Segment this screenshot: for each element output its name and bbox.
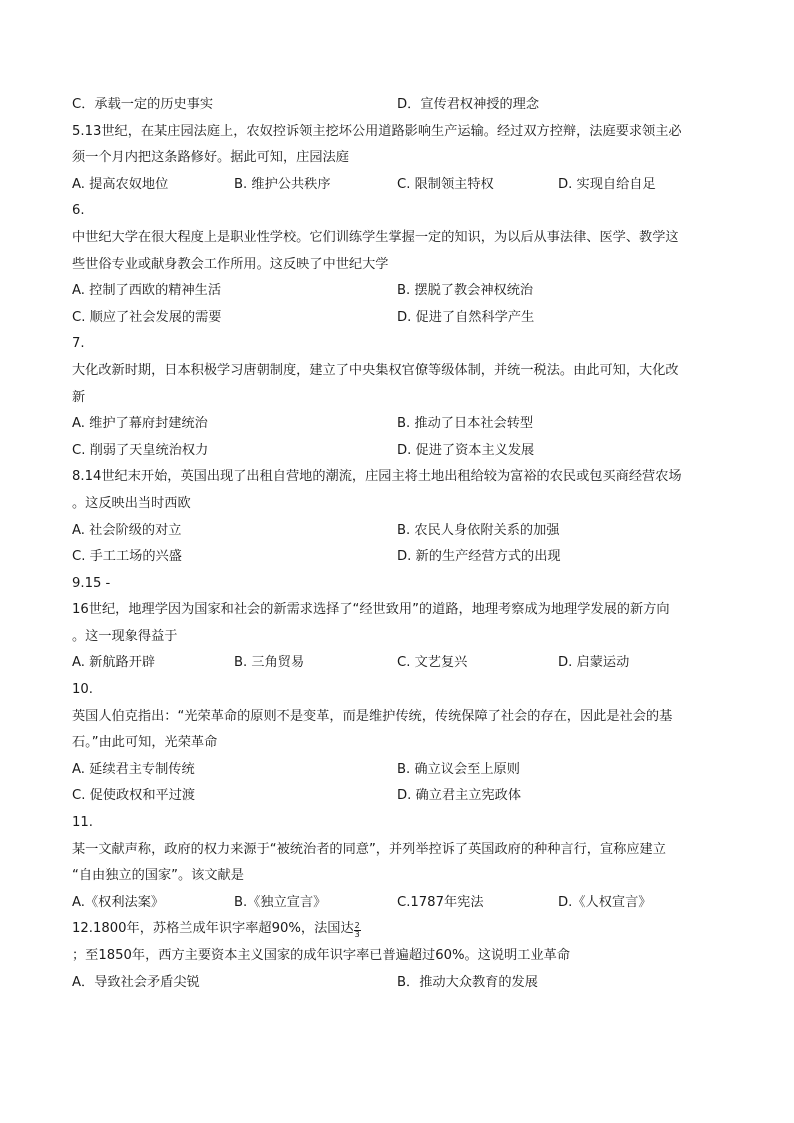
option-d: D.《人权宣言》 [558, 894, 652, 910]
option-c: C. 文艺复兴 [397, 655, 468, 671]
question-11-number: 11. [72, 815, 93, 831]
question-12-stem-text: 12.1800年，苏格兰成年识字率超90%，法国达 [72, 921, 354, 937]
option-c: C. 削弱了天皇统治权力 [72, 442, 209, 458]
question-11-options [72, 890, 722, 917]
option-c: C. 顺应了社会发展的需要 [72, 309, 222, 325]
question-8-stem: 8.14世纪末开始，英国出现了出租自营地的潮流，庄园主将土地出租给较为富裕的农民或包买商经营农场 [72, 469, 682, 485]
question-11-stem-cont: “自由独立的国家”。该文献是 [72, 868, 244, 884]
question-10-options-ab [72, 757, 722, 784]
question-10-stem: 英国人伯克指出：“光荣革命的原则不是变革，而是维护传统，传统保障了社会的存在，因此是社会的基 [72, 708, 673, 724]
fraction-denominator: 3 [354, 930, 360, 940]
question-9-number: 9.15 - [72, 575, 111, 591]
option-c: C.1787年宪法 [397, 894, 484, 910]
option-b: B. 确立议会至上原则 [397, 761, 520, 777]
option-b: B. 摆脱了教会神权统治 [397, 283, 534, 299]
fraction [354, 922, 361, 939]
option-d: D. 新的生产经营方式的出现 [397, 549, 561, 565]
option-d: D. 促进了自然科学产生 [397, 309, 535, 325]
fraction-numerator: 2 [354, 921, 360, 931]
question-8-options-cd [72, 544, 722, 571]
option-c: C. 手工工场的兴盛 [72, 549, 182, 565]
question-10-options-cd [72, 783, 722, 810]
option-b: B．推动大众教育的发展 [397, 974, 538, 990]
question-6-number: 6. [72, 203, 85, 219]
option-d: D. 启蒙运动 [558, 655, 630, 671]
question-9-options [72, 650, 722, 677]
option-row [72, 92, 722, 119]
question-6-stem: 中世纪大学在很大程度上是职业性学校。它们训练学生掌握一定的知识，为以后从事法律、医学、教学这 [72, 229, 679, 245]
question-6-options-cd [72, 305, 722, 332]
option-c: C．承载一定的历史事实 [72, 97, 214, 112]
question-7-stem: 大化改新时期，日本积极学习唐朝制度，建立了中央集权官僚等级体制，并统一税法。由此可知，大化改 [72, 362, 679, 378]
option-a: A．导致社会矛盾尖锐 [72, 974, 200, 990]
option-d: D. 实现自给自足 [558, 176, 656, 192]
question-5-stem: 5.13世纪，在某庄园法庭上，农奴控诉领主挖坏公用道路影响生产运输。经过双方控辩，法庭要求领主必 [72, 123, 682, 139]
question-9-stem: 16世纪，地理学因为国家和社会的新需求选择了“经世致用”的道路，地理考察成为地理学发展的新方向 [72, 602, 670, 618]
option-a: A. 新航路开辟 [72, 655, 156, 671]
question-7-options-ab [72, 411, 722, 438]
option-b: B. 维护公共秩序 [234, 176, 331, 192]
question-8-options-ab [72, 518, 722, 545]
option-a: A.《权利法案》 [72, 894, 165, 910]
question-7-stem-cont: 新 [72, 389, 86, 405]
question-7-options-cd [72, 438, 722, 465]
option-b: B. 三角贸易 [234, 655, 305, 671]
question-5-stem-cont: 须一个月内把这条路修好。据此可知，庄园法庭 [72, 150, 349, 166]
question-8-stem-cont: 。这反映出当时西欧 [72, 495, 191, 511]
option-c: C. 限制领主特权 [397, 176, 494, 192]
option-a: A. 延续君主专制传统 [72, 761, 195, 777]
question-12-stem-cont: ；至1850年，西方主要资本主义国家的成年识字率已普遍超过60%。这说明工业革命 [72, 948, 571, 963]
option-d: D．宣传君权神授的理念 [397, 97, 540, 112]
question-5-options [72, 172, 722, 199]
option-d: D. 促进了资本主义发展 [397, 442, 535, 458]
option-b: B. 推动了日本社会转型 [397, 416, 534, 432]
question-12-stem [72, 916, 722, 943]
question-12-options-ab [72, 970, 722, 997]
option-d: D. 确立君主立宪政体 [397, 788, 522, 804]
question-10-stem-cont: 石。”由此可知，光荣革命 [72, 735, 218, 751]
question-6-options-ab [72, 278, 722, 305]
question-9-stem-cont: 。这一现象得益于 [72, 628, 178, 644]
option-a: A. 维护了幕府封建统治 [72, 416, 208, 432]
option-a: A. 社会阶级的对立 [72, 522, 182, 538]
question-10-number: 10. [72, 682, 93, 698]
exam-page [72, 92, 722, 996]
option-b: B. 农民人身依附关系的加强 [397, 522, 560, 538]
question-6-stem-cont: 些世俗专业或献身教会工作所用。这反映了中世纪大学 [72, 256, 389, 272]
question-11-stem: 某一文献声称，政府的权力来源于“被统治者的同意”，并列举控诉了英国政府的种种言行，宣称应建立 [72, 841, 666, 857]
question-7-number: 7. [72, 336, 85, 352]
option-c: C. 促使政权和平过渡 [72, 788, 196, 804]
option-a: A. 提高农奴地位 [72, 176, 169, 192]
option-b: B.《独立宣言》 [234, 894, 327, 910]
option-a: A. 控制了西欧的精神生活 [72, 283, 222, 299]
